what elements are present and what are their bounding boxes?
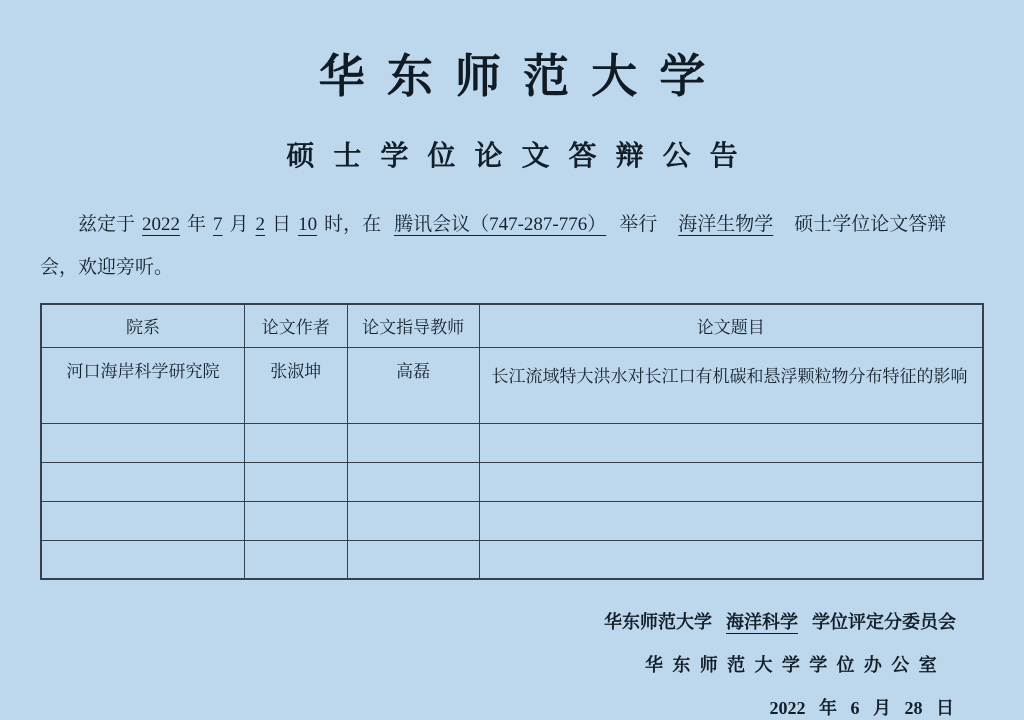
committee-line <box>40 608 956 634</box>
committee-prefix: 华东师范大学 <box>604 612 712 632</box>
university-title: 华东师范大学 <box>318 51 728 102</box>
cell-advisor: 高磊 <box>347 347 479 423</box>
cell-thesis-title: 长江流域特大洪水对长江口有机碳和悬浮颗粒物分布特征的影响 <box>479 347 983 423</box>
table-header-row <box>41 304 983 348</box>
header-department: 院系 <box>41 304 244 348</box>
defense-month: 7 <box>213 214 223 235</box>
month-unit: 月 <box>229 214 249 235</box>
notice-suffix: 硕士学位论文答辩会，欢迎旁听。 <box>40 214 947 278</box>
committee-division: 海洋科学 <box>726 612 798 632</box>
defense-major: 海洋生物学 <box>678 214 774 235</box>
day-unit: 日 <box>272 214 292 235</box>
defense-year: 2022 <box>142 214 181 235</box>
header-thesis-title: 论文题目 <box>479 304 983 348</box>
announcement-subtitle: 硕士学位论文答辩公告 <box>286 141 757 172</box>
degree-office-line: 华东师范大学学位办公室 <box>645 655 946 675</box>
defense-venue: 腾讯会议（747-287-776） <box>394 214 607 235</box>
notice-verb: 举行 <box>619 214 658 235</box>
defense-hour: 10 <box>298 214 318 235</box>
issue-date: 2022 年 6 月 28 日 <box>769 698 954 718</box>
header-author: 论文作者 <box>244 304 347 348</box>
table-empty-row <box>41 462 983 501</box>
notice-paragraph <box>40 204 984 290</box>
signature-block <box>40 608 984 720</box>
defense-table <box>40 303 984 581</box>
table-row <box>41 347 983 423</box>
year-unit: 年 <box>187 214 207 235</box>
table-empty-row <box>41 501 983 540</box>
cell-author: 张淑坤 <box>244 347 347 423</box>
table-empty-row <box>41 423 983 462</box>
header-advisor: 论文指导教师 <box>347 304 479 348</box>
defense-day: 2 <box>255 214 266 235</box>
cell-department: 河口海岸科学研究院 <box>41 347 244 423</box>
notice-prefix: 兹定于 <box>78 214 136 235</box>
table-empty-row <box>41 540 983 579</box>
committee-suffix: 学位评定分委员会 <box>812 612 956 632</box>
hour-unit: 时，在 <box>324 214 382 235</box>
